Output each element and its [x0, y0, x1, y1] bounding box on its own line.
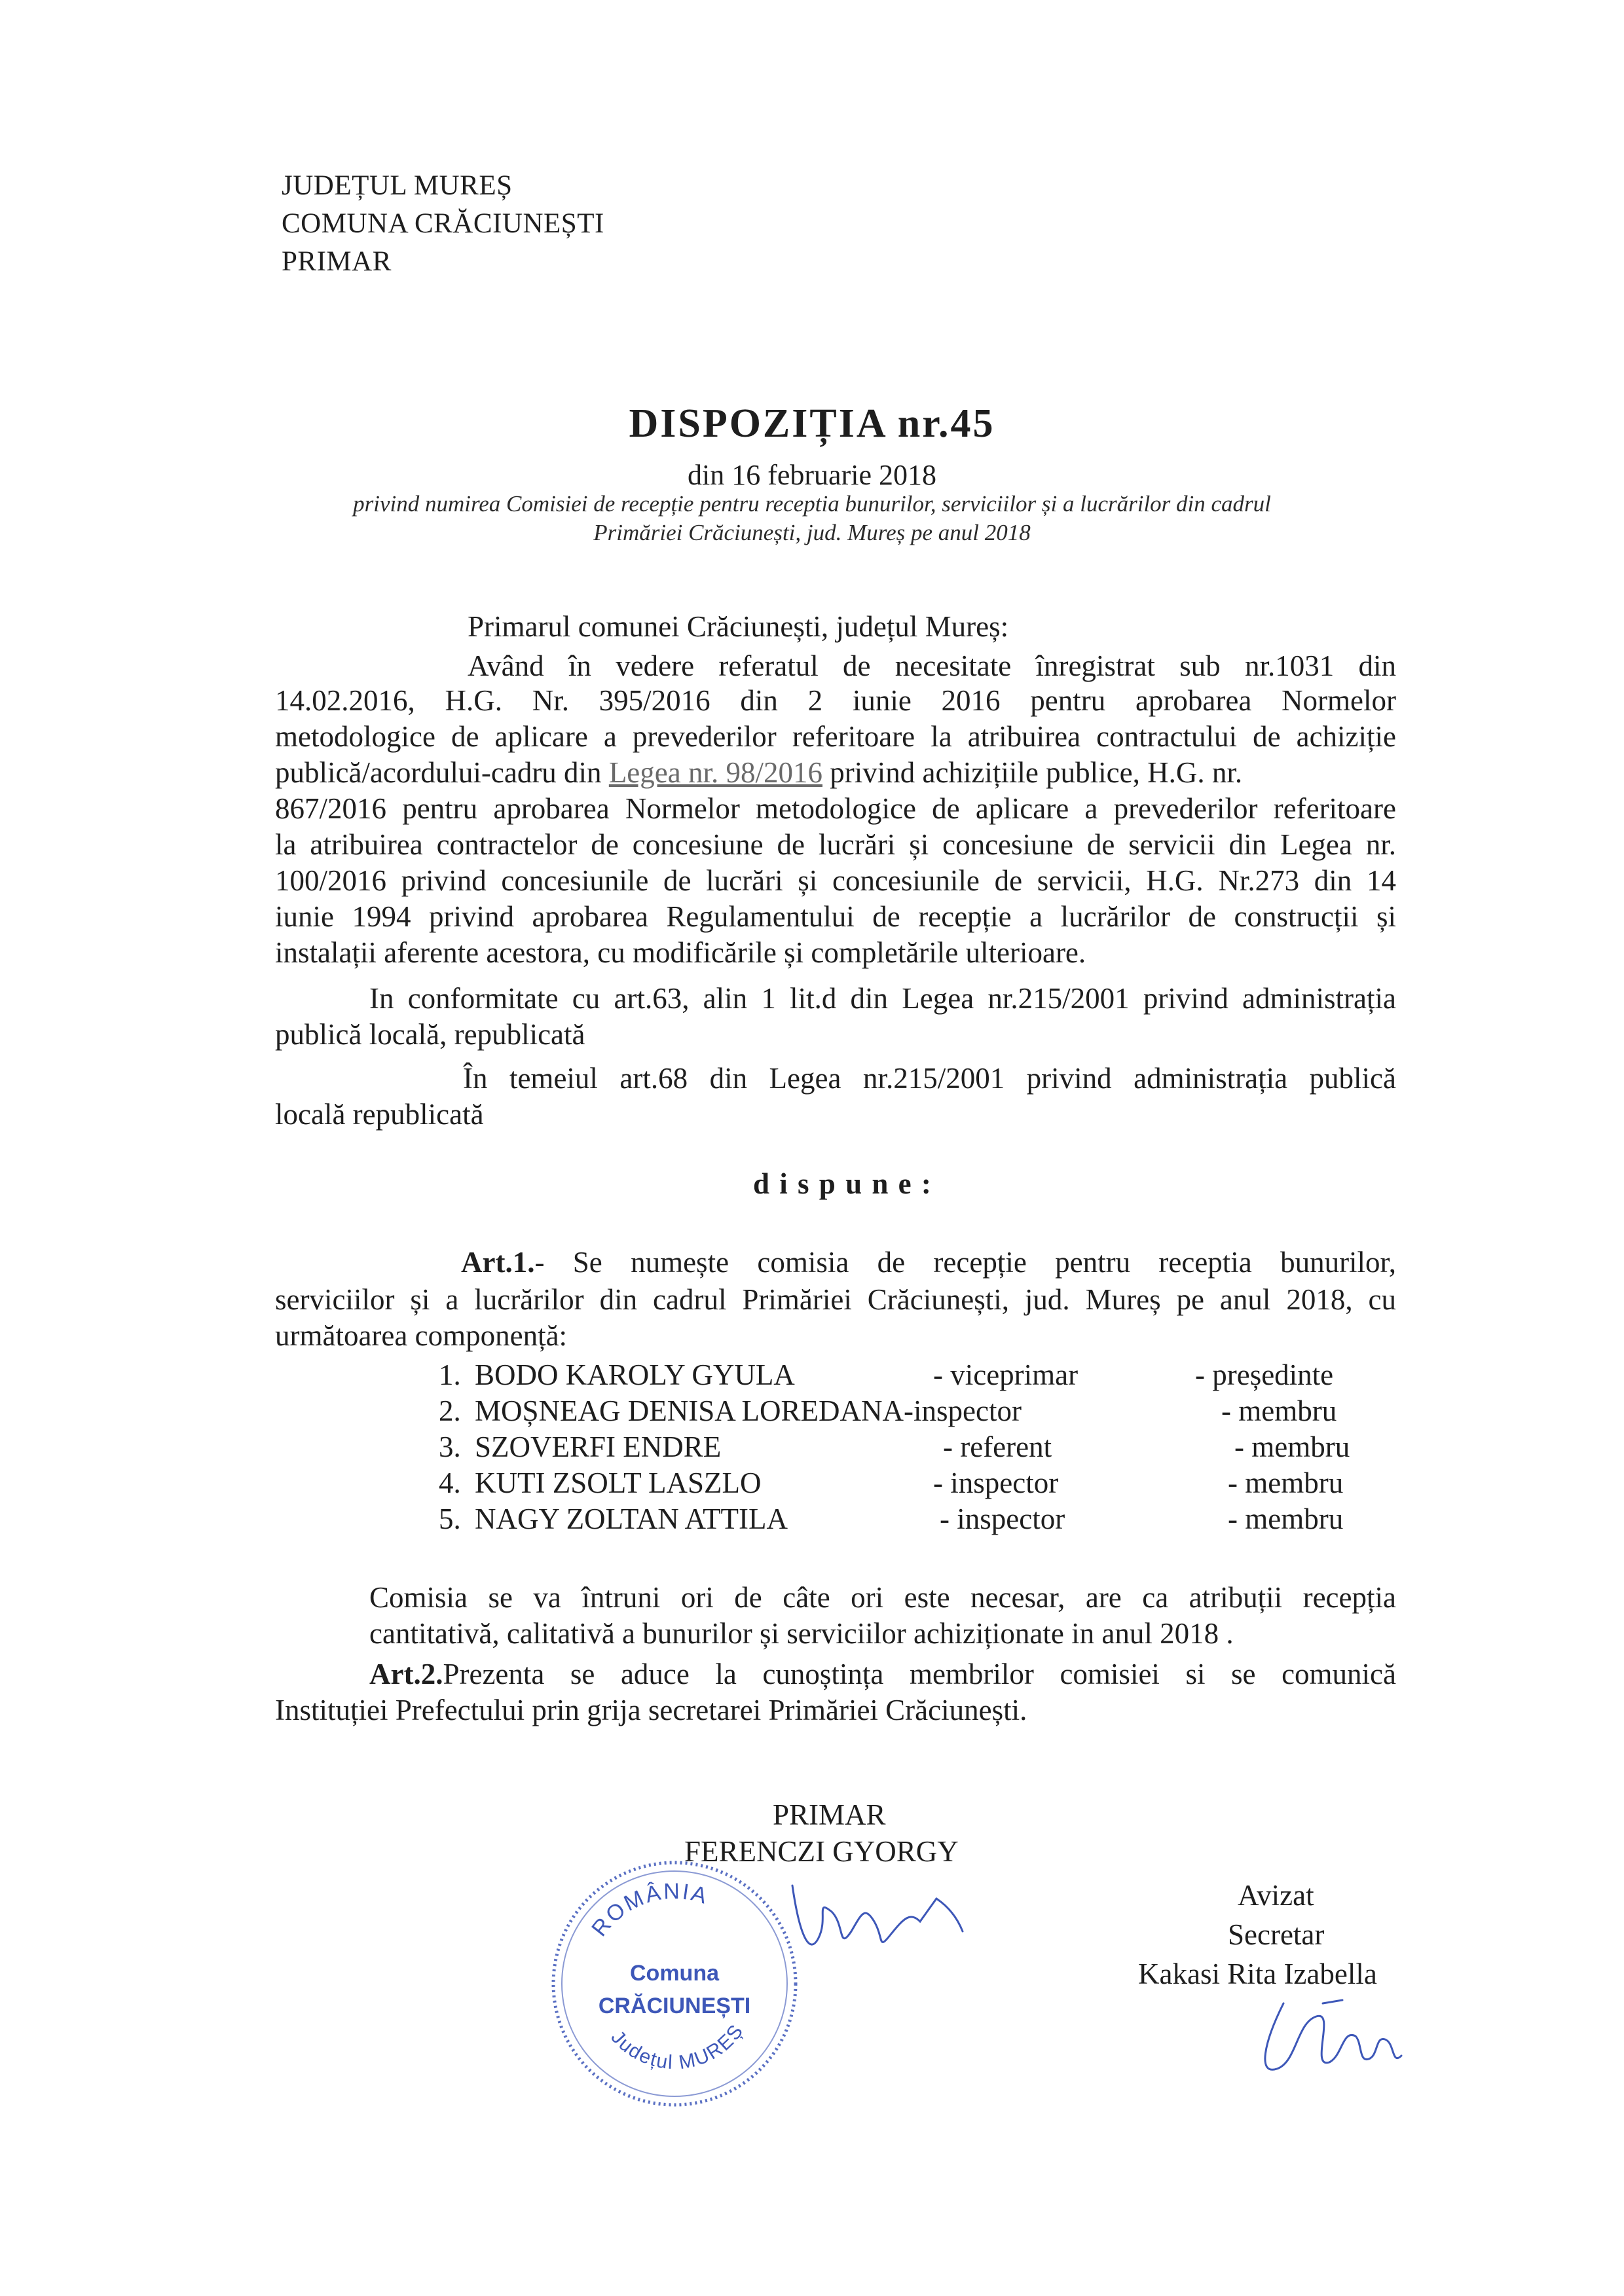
article-2-text: Prezenta se aduce la cunoștința membrilor comisiei si se comunică	[443, 1658, 1396, 1690]
article-2-label: Art.2.	[369, 1658, 443, 1690]
member-num: 1.	[439, 1358, 461, 1391]
member-row	[439, 1396, 1401, 1426]
preamble-line: 100/2016 privind concesiunile de lucrări și concesiunile de servicii, H.G. Nr.273 din 14	[275, 864, 1396, 897]
member-num: 5.	[439, 1503, 461, 1535]
member-name: MOȘNEAG DENISA LOREDANA-inspector	[475, 1394, 1022, 1427]
preamble-line: 14.02.2016, H.G. Nr. 395/2016 din 2 iunie 2016 pentru aprobarea Normelor	[275, 684, 1396, 717]
office-name: PRIMAR	[282, 246, 392, 277]
svg-text:Județul MUREȘ	[607, 2020, 748, 2073]
stamp-line1: Comuna	[630, 1961, 719, 1986]
member-position: - membru	[1228, 1467, 1344, 1499]
official-stamp	[544, 1853, 805, 2115]
document-subject-line2: Primăriei Crăciunești, jud. Mureș pe anul 2018	[593, 520, 1031, 545]
preamble-line: In conformitate cu art.63, alin 1 lit.d din Legea nr.215/2001 privind administrația	[369, 982, 1396, 1015]
comisia-line: Comisia se va întruni ori de câte ori este necesar, are ca atribuții recepția	[369, 1581, 1396, 1614]
member-num: 2.	[439, 1394, 461, 1427]
member-name: KUTI ZSOLT LASZLO	[475, 1467, 762, 1499]
member-name: NAGY ZOLTAN ATTILA	[475, 1503, 788, 1535]
preamble-line: publică locală, republicată	[275, 1018, 585, 1051]
stamp-bottom-text: Județul MUREȘ	[606, 2020, 748, 2074]
member-position: - membru	[1234, 1430, 1350, 1463]
document-date: din 16 februarie 2018	[688, 459, 936, 491]
secretary-role: Secretar	[1228, 1918, 1325, 1951]
preamble-line: iunie 1994 privind aprobarea Regulamentului de recepție a lucrărilor de construcții și	[275, 900, 1396, 933]
member-role: - inspector	[940, 1503, 1065, 1535]
svg-text:ROMÂNIA	[587, 1879, 711, 1941]
signatory-role: PRIMAR	[773, 1798, 886, 1831]
secretary-signature	[1244, 1984, 1414, 2088]
member-row	[439, 1432, 1401, 1462]
signatory-name: FERENCZI GYORGY	[684, 1835, 959, 1868]
stamp-line2: CRĂCIUNEȘTI	[598, 1994, 751, 2018]
mayor-signature	[779, 1859, 976, 1971]
member-role: - inspector	[933, 1467, 1059, 1499]
member-role: - referent	[943, 1430, 1052, 1463]
preamble-text: privind achizițiile publice, H.G. nr.	[822, 756, 1243, 789]
preamble-line: În temeiul art.68 din Legea nr.215/2001 privind administrația publică	[463, 1062, 1396, 1095]
preamble-line: metodologice de aplicare a prevederilor referitoare la atribuirea contractului de achiziție	[275, 720, 1396, 753]
document-subject-line1: privind numirea Comisiei de recepție pentru receptia bunurilor, serviciilor și a lucrărilor din cadrul	[353, 491, 1271, 517]
member-position: - președinte	[1195, 1358, 1334, 1391]
preamble-text: publică/acordului-cadru din	[275, 756, 609, 789]
mayor-signature-graphic	[779, 1859, 976, 1971]
document-title: DISPOZIȚIA nr.45	[629, 401, 995, 446]
county-name: JUDEȚUL MUREȘ	[282, 170, 513, 201]
article-1-text: - Se numește comisia de recepție pentru receptia bunurilor,	[534, 1246, 1396, 1279]
preamble-line: locală republicată	[275, 1098, 484, 1131]
member-name: BODO KAROLY GYULA	[475, 1358, 795, 1391]
commune-name: COMUNA CRĂCIUNEȘTI	[282, 208, 604, 239]
secretary-signature-graphic	[1244, 1984, 1414, 2088]
member-role: - viceprimar	[933, 1358, 1079, 1391]
member-row	[439, 1360, 1401, 1390]
dispune-heading: d i s p u n e :	[753, 1167, 932, 1200]
preamble-line: instalații aferente acestora, cu modificările și completările ulterioare.	[275, 936, 1086, 969]
preamble-line: Având în vedere referatul de necesitate înregistrat sub nr.1031 din	[468, 649, 1396, 682]
member-row	[439, 1504, 1401, 1534]
preamble-line: Primarul comunei Crăciunești, județul Mureș:	[468, 610, 1009, 643]
member-position: - membru	[1221, 1394, 1337, 1427]
article-2-line: Instituției Prefectului prin grija secretarei Primăriei Crăciunești.	[275, 1694, 1027, 1726]
article-1-line1	[275, 1248, 1396, 1277]
stamp-top-text: ROMÂNIA	[587, 1878, 712, 1941]
member-row	[439, 1468, 1401, 1498]
article-1-line: următoarea componență:	[275, 1319, 568, 1352]
member-name: SZOVERFI ENDRE	[475, 1430, 722, 1463]
article-1-line: serviciilor și a lucrărilor din cadrul Primăriei Crăciunești, jud. Mureș pe anul 2018, cu	[275, 1283, 1396, 1316]
approval-label: Avizat	[1238, 1879, 1314, 1912]
secretary-name: Kakasi Rita Izabella	[1138, 1958, 1377, 1990]
stamp-graphic	[544, 1853, 805, 2115]
member-num: 4.	[439, 1467, 461, 1499]
member-num: 3.	[439, 1430, 461, 1463]
preamble-line: la atribuirea contractelor de concesiune de lucrări și concesiune de servicii din Legea nr.	[275, 828, 1396, 861]
law-link[interactable]: Legea nr. 98/2016	[608, 756, 822, 789]
preamble-line-with-link	[275, 758, 1396, 788]
member-position: - membru	[1228, 1503, 1344, 1535]
preamble-line: 867/2016 pentru aprobarea Normelor metodologice de aplicare a prevederilor referitoare	[275, 792, 1396, 825]
article-1-label: Art.1.	[461, 1246, 535, 1279]
article-2-line1	[369, 1660, 1396, 1689]
comisia-line: cantitativă, calitativă a bunurilor și serviciilor achiziționate in anul 2018 .	[369, 1617, 1234, 1650]
